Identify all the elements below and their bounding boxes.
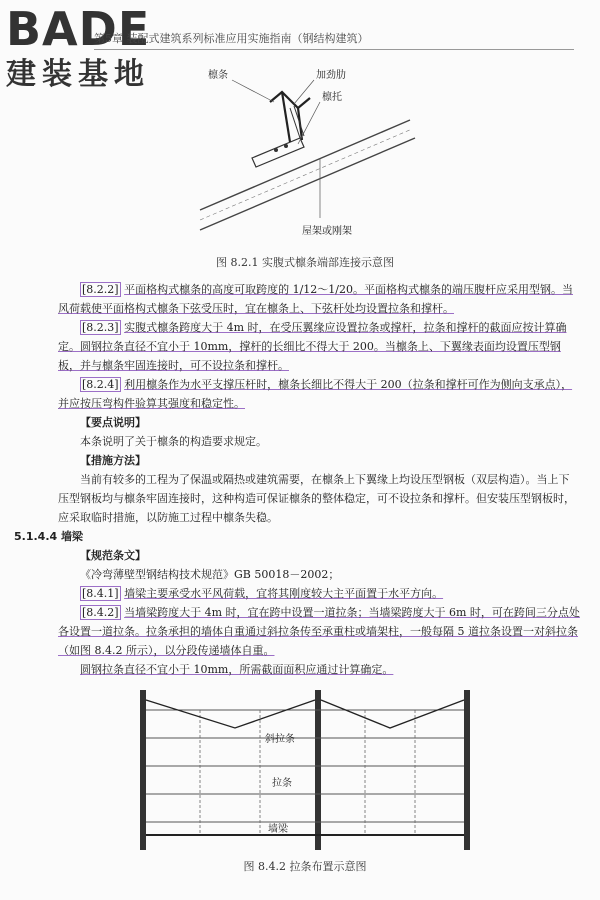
figure-purlin-connection — [190, 60, 420, 240]
clause-last-line: 圆钢拉条直径不宜小于 10mm，所需截面面积应通过计算确定。 — [80, 663, 394, 676]
figure2-caption: 图 8.4.2 拉条布置示意图 — [243, 860, 367, 873]
label-girt: 墙梁 — [268, 824, 288, 835]
norm-reference: 《冷弯薄壁型钢结构技术规范》GB 50018－2002； — [80, 568, 340, 581]
clause-8-4-1 — [58, 584, 580, 603]
clause-8-2-4 — [58, 375, 580, 413]
clause-8-2-3 — [58, 318, 580, 375]
figure1-caption: 图 8.2.1 实腹式檩条端部连接示意图 — [216, 256, 394, 269]
heading-measures: 【措施方法】 — [80, 454, 146, 467]
clause-number: [8.4.2] — [82, 606, 119, 619]
logo-subtitle: 建装基地 — [6, 57, 150, 92]
key-points-text: 本条说明了关于檩条的构造要求规定。 — [80, 435, 267, 448]
clause-text: 墙梁主要承受水平风荷载，宜将其刚度较大主平面置于水平方向。 — [124, 587, 444, 600]
clause-text: 当墙梁跨度大于 4m 时，宜在跨中设置一道拉条；当墙梁跨度大于 6m 时，可在跨间三分点处各设置一道拉条。拉条承担的墙体自重通过斜拉条传至承重柱或墙架柱，一般每隔 5 道拉条设置一对斜拉条（如图 8.4.2 所示），以分段传递墙体自重。 — [58, 606, 580, 657]
figure-tie-layout — [140, 690, 470, 850]
section-title: 5.1.4.4 墙梁 — [14, 530, 83, 543]
label-diagonal-tie: 斜拉条 — [265, 734, 295, 745]
label-support: 檩托 — [322, 92, 342, 103]
clause-8-4-2 — [58, 603, 580, 660]
clause-text: 利用檩条作为水平支撑压杆时，檩条长细比不得大于 200（拉条和撑杆可作为侧向支承点），并应按压弯构件验算其强度和稳定性。 — [58, 378, 573, 410]
heading-norm: 【规范条文】 — [80, 549, 146, 562]
logo-word: BADE — [6, 2, 151, 56]
clause-number: [8.2.4] — [82, 378, 119, 391]
measures-text: 当前有较多的工程为了保温或隔热或建筑需要，在檩条上下翼缘上均设压型钢板（双层构造）。当上下压型钢板均与檩条牢固连接时，这种构造可保证檩条的整体稳定，可不设拉条和撑杆。但安装压型钢板时，应采取临时措施，以防施工过程中檩条失稳。 — [58, 473, 575, 524]
clause-number: [8.2.3] — [82, 321, 119, 334]
clause-number: [8.4.1] — [82, 587, 119, 600]
running-head: 第5章 装配式建筑系列标准应用实施指南（钢结构建筑） — [94, 30, 574, 50]
label-tie: 拉条 — [272, 778, 292, 789]
body-text — [14, 280, 580, 679]
clause-text: 实腹式檩条跨度大于 4m 时，在受压翼缘应设置拉条或撑杆，拉条和撑杆的截面应按计算确定。圆钢拉条直径不宜小于 10mm，撑杆的长细比不得大于 200。当檩条上、下翼缘表面均设置压型钢板，并与檩条牢固连接时，可不设拉条和撑杆。 — [58, 321, 567, 372]
heading-key-points: 【要点说明】 — [80, 416, 146, 429]
label-stiffener: 加劲肋 — [316, 70, 346, 81]
clause-8-2-2 — [58, 280, 580, 318]
label-purlin: 檩条 — [208, 70, 228, 81]
clause-text: 平面格构式檩条的高度可取跨度的 1/12～1/20。平面格构式檩条的端压腹杆应采用型钢。当风荷载使平面格构式檩条下弦受压时，宜在檩条上、下弦杆处均设置拉条和撑杆。 — [58, 283, 573, 315]
clause-number: [8.2.2] — [82, 283, 119, 296]
label-truss: 屋架或刚架 — [302, 226, 352, 237]
